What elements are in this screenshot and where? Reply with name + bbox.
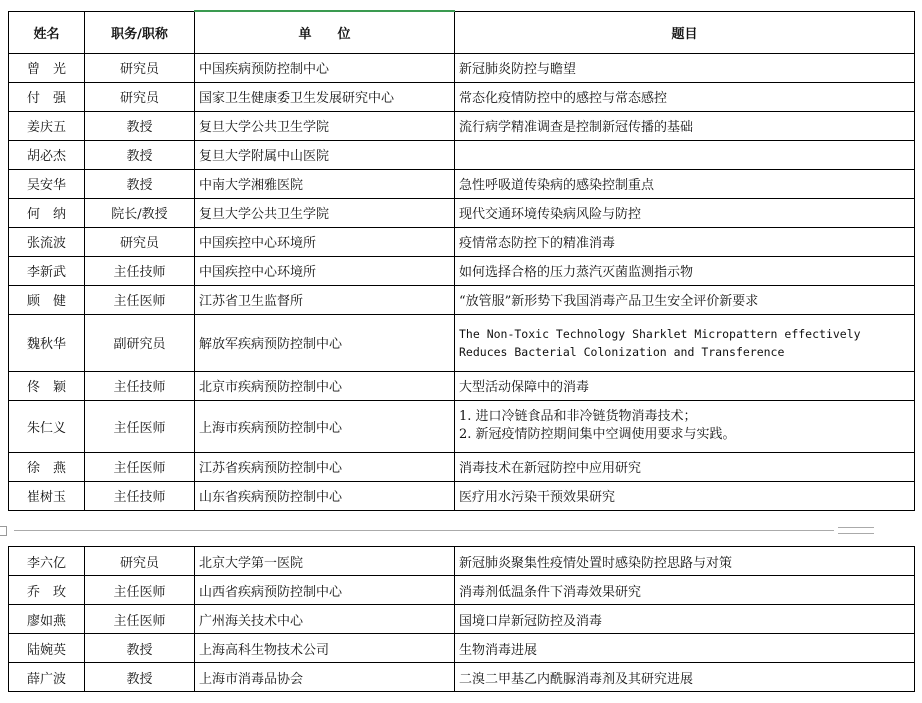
page-break-line-right-top <box>838 527 874 528</box>
table-row <box>9 576 915 605</box>
speaker-topic: 消毒剂低温条件下消毒效果研究 <box>455 576 915 605</box>
table-row <box>9 53 915 82</box>
speaker-title: 主任医师 <box>85 400 195 452</box>
table-row <box>9 547 915 576</box>
speaker-title: 主任技师 <box>85 256 195 285</box>
speaker-name: 何 纳 <box>9 198 85 227</box>
speaker-topic: 医疗用水污染干预效果研究 <box>455 481 915 510</box>
speaker-name: 薛广波 <box>9 663 85 692</box>
speaker-name: 乔 玫 <box>9 576 85 605</box>
speaker-topic: 流行病学精准调查是控制新冠传播的基础 <box>455 111 915 140</box>
speaker-unit: 国家卫生健康委卫生发展研究中心 <box>195 82 455 111</box>
speaker-title: 副研究员 <box>85 314 195 371</box>
speaker-title: 主任医师 <box>85 452 195 481</box>
header-title: 职务/职称 <box>85 11 195 53</box>
page-break <box>0 516 922 542</box>
topic-line: 2. 新冠疫情防控期间集中空调使用要求与实践。 <box>459 427 736 442</box>
header-topic: 题目 <box>455 11 915 53</box>
speaker-unit: 中南大学湘雅医院 <box>195 169 455 198</box>
speaker-unit: 上海市疾病预防控制中心 <box>195 400 455 452</box>
speaker-unit: 中国疾控中心环境所 <box>195 227 455 256</box>
table-row <box>9 400 915 452</box>
topic-line: 1. 进口冷链食品和非冷链货物消毒技术； <box>459 409 697 424</box>
speaker-topic: 二溴二甲基乙内酰脲消毒剂及其研究进展 <box>455 663 915 692</box>
speaker-name: 姜庆五 <box>9 111 85 140</box>
speaker-title: 教授 <box>85 111 195 140</box>
speaker-name: 付 强 <box>9 82 85 111</box>
table-row <box>9 140 915 169</box>
speaker-topic: 急性呼吸道传染病的感染控制重点 <box>455 169 915 198</box>
speaker-topic: 疫情常态防控下的精准消毒 <box>455 227 915 256</box>
speaker-title: 研究员 <box>85 547 195 576</box>
speaker-unit: 中国疾控中心环境所 <box>195 256 455 285</box>
speaker-unit: 广州海关技术中心 <box>195 605 455 634</box>
speaker-unit: 复旦大学公共卫生学院 <box>195 111 455 140</box>
speaker-table-page-1 <box>8 10 915 511</box>
speaker-title: 教授 <box>85 634 195 663</box>
speaker-unit: 复旦大学附属中山医院 <box>195 140 455 169</box>
table-row <box>9 314 915 371</box>
speaker-title: 主任技师 <box>85 481 195 510</box>
speaker-unit: 北京市疾病预防控制中心 <box>195 371 455 400</box>
speaker-title: 主任医师 <box>85 605 195 634</box>
speaker-topic <box>455 140 915 169</box>
speaker-name: 李新武 <box>9 256 85 285</box>
speaker-title: 教授 <box>85 169 195 198</box>
speaker-name: 佟 颖 <box>9 371 85 400</box>
speaker-topic: 如何选择合格的压力蒸汽灭菌监测指示物 <box>455 256 915 285</box>
table-row <box>9 285 915 314</box>
speaker-topic: 国境口岸新冠防控及消毒 <box>455 605 915 634</box>
speaker-name: 陆婉英 <box>9 634 85 663</box>
speaker-table-page-2 <box>8 546 915 692</box>
header-unit: 单 位 <box>195 11 455 53</box>
speaker-unit: 上海高科生物技术公司 <box>195 634 455 663</box>
speaker-topic: 常态化疫情防控中的感控与常态感控 <box>455 82 915 111</box>
speaker-name: 吴安华 <box>9 169 85 198</box>
speaker-unit: 江苏省疾病预防控制中心 <box>195 452 455 481</box>
speaker-title: 主任技师 <box>85 371 195 400</box>
speaker-unit: 中国疾病预防控制中心 <box>195 53 455 82</box>
speaker-title: 教授 <box>85 140 195 169</box>
speaker-title: 研究员 <box>85 82 195 111</box>
page-break-line <box>14 530 834 531</box>
table-row <box>9 111 915 140</box>
speaker-name: 李六亿 <box>9 547 85 576</box>
speaker-unit: 山东省疾病预防控制中心 <box>195 481 455 510</box>
table-row <box>9 663 915 692</box>
speaker-unit: 北京大学第一医院 <box>195 547 455 576</box>
table-row <box>9 452 915 481</box>
speaker-name: 曾 光 <box>9 53 85 82</box>
speaker-title: 教授 <box>85 663 195 692</box>
speaker-topic: 消毒技术在新冠防控中应用研究 <box>455 452 915 481</box>
speaker-topic: The Non-Toxic Technology Sharklet Micropattern effectively Reduces Bacterial Colonization and Transference <box>455 314 915 371</box>
table-row <box>9 256 915 285</box>
page-break-line-right-bottom <box>838 533 874 534</box>
speaker-topic: “放管服”新形势下我国消毒产品卫生安全评价新要求 <box>455 285 915 314</box>
speaker-unit: 上海市消毒品协会 <box>195 663 455 692</box>
speaker-title: 研究员 <box>85 53 195 82</box>
speaker-unit: 解放军疾病预防控制中心 <box>195 314 455 371</box>
table-row <box>9 371 915 400</box>
table-row <box>9 82 915 111</box>
speaker-title: 主任医师 <box>85 285 195 314</box>
speaker-name: 廖如燕 <box>9 605 85 634</box>
header-name: 姓名 <box>9 11 85 53</box>
speaker-title: 主任医师 <box>85 576 195 605</box>
speaker-topic: 现代交通环境传染病风险与防控 <box>455 198 915 227</box>
speaker-topic: 新冠肺炎防控与瞻望 <box>455 53 915 82</box>
speaker-unit: 江苏省卫生监督所 <box>195 285 455 314</box>
page-break-mark-left <box>0 526 7 536</box>
table-row <box>9 227 915 256</box>
speaker-topic <box>455 400 915 452</box>
speaker-topic: 大型活动保障中的消毒 <box>455 371 915 400</box>
speaker-unit: 山西省疾病预防控制中心 <box>195 576 455 605</box>
speaker-title: 院长/教授 <box>85 198 195 227</box>
table-row <box>9 634 915 663</box>
speaker-name: 张流波 <box>9 227 85 256</box>
speaker-name: 顾 健 <box>9 285 85 314</box>
speaker-name: 胡必杰 <box>9 140 85 169</box>
speaker-topic: 生物消毒进展 <box>455 634 915 663</box>
speaker-name: 徐 燕 <box>9 452 85 481</box>
speaker-name: 朱仁义 <box>9 400 85 452</box>
speaker-name: 魏秋华 <box>9 314 85 371</box>
speaker-title: 研究员 <box>85 227 195 256</box>
table-row <box>9 198 915 227</box>
speaker-topic: 新冠肺炎聚集性疫情处置时感染防控思路与对策 <box>455 547 915 576</box>
table-row <box>9 481 915 510</box>
speaker-unit: 复旦大学公共卫生学院 <box>195 198 455 227</box>
table-row <box>9 169 915 198</box>
speaker-name: 崔树玉 <box>9 481 85 510</box>
table-row <box>9 605 915 634</box>
